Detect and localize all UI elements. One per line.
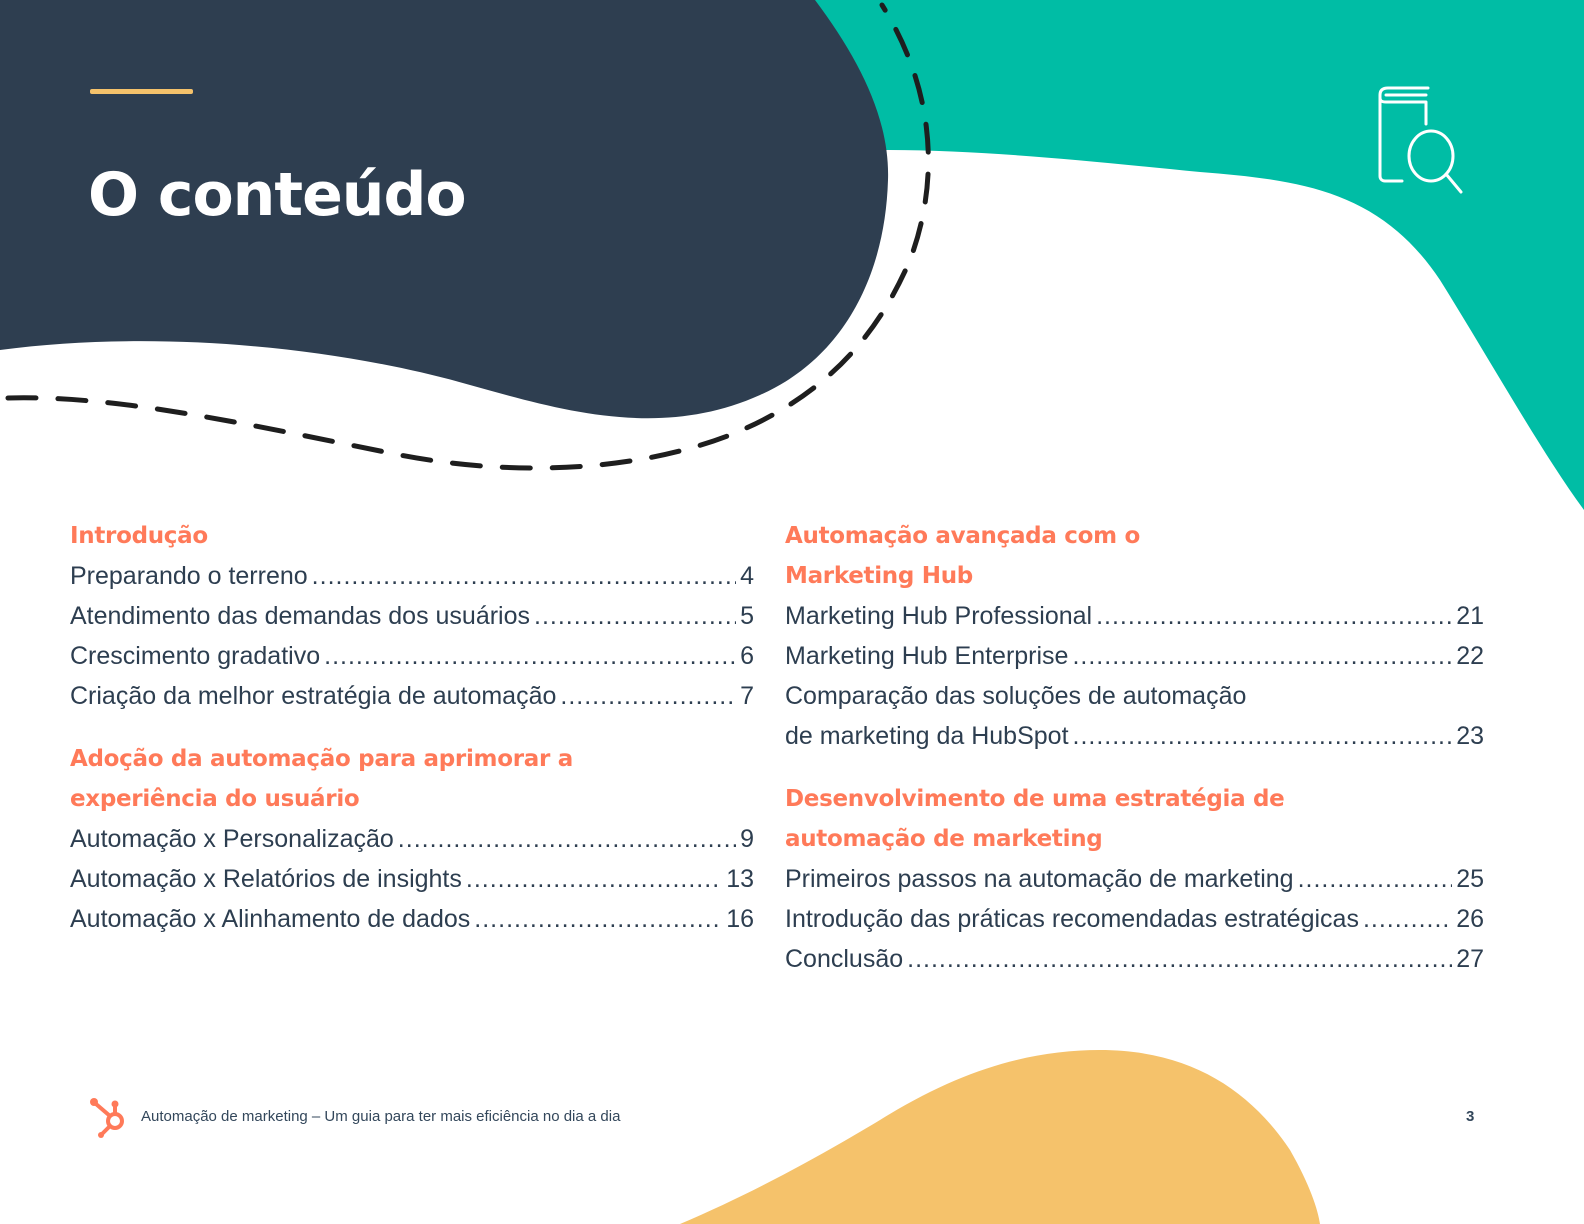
section-title-line2[interactable]: experiência do usuário xyxy=(70,786,360,812)
page-title: O conteúdo xyxy=(88,160,466,230)
dot-leader xyxy=(907,939,1452,979)
section-title-line1[interactable]: Desenvolvimento de uma estratégia de xyxy=(785,786,1285,812)
entry-text: Preparando o terreno xyxy=(70,562,308,590)
entry-text: Atendimento das demandas dos usuários xyxy=(70,602,531,630)
entry-page-number: 5 xyxy=(740,602,754,630)
dot-leader xyxy=(312,556,736,596)
entry-page-number: 9 xyxy=(740,825,754,853)
dot-leader xyxy=(1073,716,1453,756)
dot-leader xyxy=(398,819,736,859)
footer-page-number: 3 xyxy=(1466,1108,1475,1125)
entry-text: Automação x Alinhamento de dados xyxy=(70,905,471,933)
dot-leader xyxy=(324,636,736,676)
toc-section-introducao xyxy=(70,516,754,716)
toc-entry[interactable] xyxy=(785,636,1484,676)
entry-text: Marketing Hub Enterprise xyxy=(785,642,1069,670)
entry-text: Criação da melhor estratégia de automação xyxy=(70,682,557,710)
toc-right-column xyxy=(785,516,1484,1002)
entry-text: Comparação das soluções de automação xyxy=(785,682,1247,710)
section-title-line2[interactable]: automação de marketing xyxy=(785,826,1103,852)
entry-page-number: 22 xyxy=(1456,642,1484,670)
toc-entry-line1[interactable] xyxy=(785,676,1484,716)
toc-entry[interactable] xyxy=(70,556,754,596)
dot-leader xyxy=(1096,596,1452,636)
title-accent-bar xyxy=(90,89,193,94)
entry-page-number: 26 xyxy=(1456,905,1484,933)
entry-page-number: 7 xyxy=(740,682,754,710)
entry-page-number: 4 xyxy=(740,562,754,590)
dot-leader xyxy=(534,596,736,636)
dot-leader xyxy=(1072,636,1452,676)
entry-page-number: 16 xyxy=(726,905,754,933)
entry-text: Primeiros passos na automação de marketing xyxy=(785,865,1294,893)
book-search-icon xyxy=(1376,84,1482,196)
toc-entry[interactable] xyxy=(70,859,754,899)
section-title-line1[interactable]: Adoção da automação para aprimorar a xyxy=(70,746,573,772)
entry-text: Crescimento gradativo xyxy=(70,642,321,670)
toc-entry[interactable] xyxy=(70,636,754,676)
toc-entry[interactable] xyxy=(785,859,1484,899)
entry-page-number: 21 xyxy=(1456,602,1484,630)
dot-leader xyxy=(1363,899,1452,939)
entry-text: Introdução das práticas recomendadas estratégicas xyxy=(785,905,1359,933)
entry-page-number: 25 xyxy=(1456,865,1484,893)
entry-page-number: 23 xyxy=(1456,722,1484,750)
yellow-blob xyxy=(680,1050,1320,1224)
dot-leader xyxy=(466,859,722,899)
toc-left-column xyxy=(70,516,754,962)
entry-page-number: 6 xyxy=(740,642,754,670)
entry-text: de marketing da HubSpot xyxy=(785,722,1069,750)
section-title[interactable]: Introdução xyxy=(70,523,208,549)
entry-page-number: 27 xyxy=(1456,945,1484,973)
entry-text: Marketing Hub Professional xyxy=(785,602,1093,630)
toc-entry[interactable] xyxy=(785,899,1484,939)
hubspot-sprocket-icon xyxy=(88,1094,130,1138)
toc-entry[interactable] xyxy=(70,819,754,859)
toc-section-adocao xyxy=(70,739,754,939)
dot-leader xyxy=(1298,859,1453,899)
toc-section-automacao-avancada xyxy=(785,516,1484,756)
toc-entry[interactable] xyxy=(70,899,754,939)
dot-leader xyxy=(474,899,722,939)
toc-section-desenvolvimento xyxy=(785,779,1484,979)
toc-entry[interactable] xyxy=(785,596,1484,636)
toc-entry[interactable] xyxy=(785,939,1484,979)
toc-entry[interactable] xyxy=(70,676,754,716)
section-title-line2[interactable]: Marketing Hub xyxy=(785,563,973,589)
footer-document-title: Automação de marketing – Um guia para ter mais eficiência no dia a dia xyxy=(141,1108,621,1125)
section-title-line1[interactable]: Automação avançada com o xyxy=(785,523,1140,549)
entry-page-number: 13 xyxy=(726,865,754,893)
entry-text: Automação x Personalização xyxy=(70,825,394,853)
entry-text: Conclusão xyxy=(785,945,904,973)
dot-leader xyxy=(560,676,736,716)
teal-blob xyxy=(810,0,1584,510)
entry-text: Automação x Relatórios de insights xyxy=(70,865,462,893)
toc-entry[interactable] xyxy=(785,716,1484,756)
toc-entry[interactable] xyxy=(70,596,754,636)
